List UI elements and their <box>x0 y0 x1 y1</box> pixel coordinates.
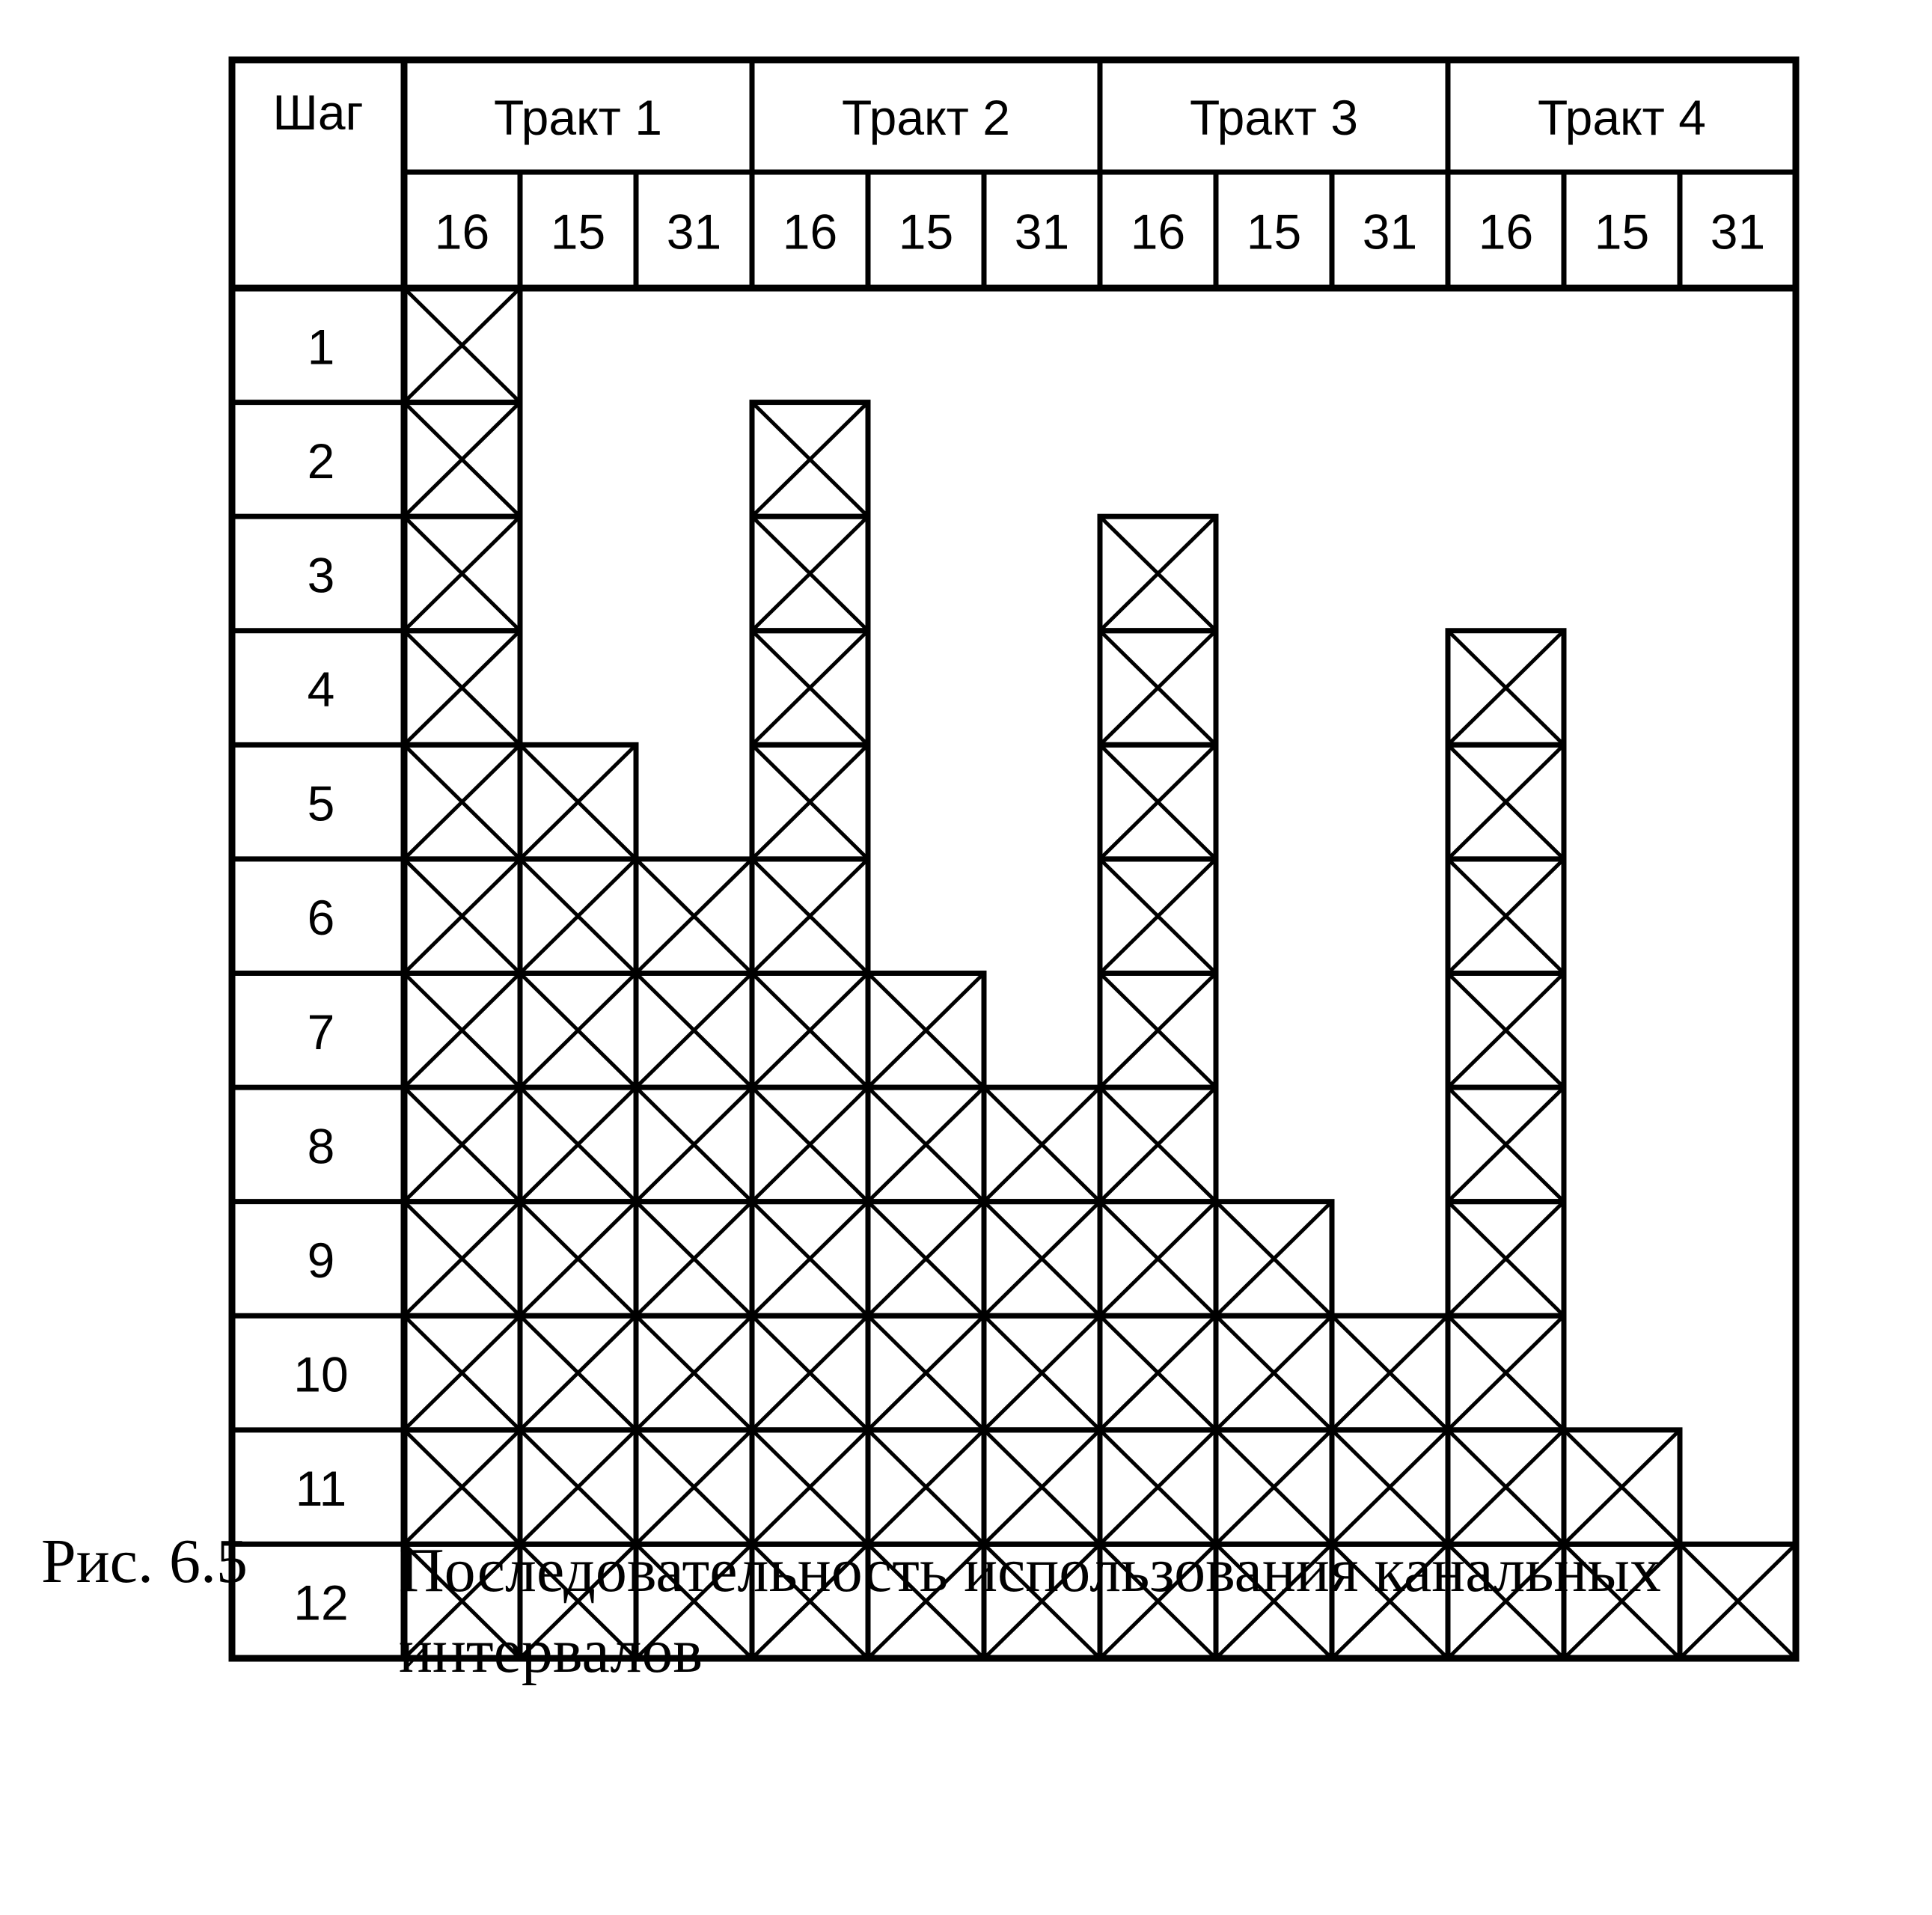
step-number: 12 <box>293 1575 349 1631</box>
used-interval-cell <box>1448 1316 1564 1430</box>
used-interval-cell <box>752 974 868 1088</box>
used-interval-cell <box>1100 1316 1216 1430</box>
step-header: Шаг <box>272 85 364 140</box>
step-number: 3 <box>307 547 335 603</box>
used-interval-cell <box>868 1430 984 1545</box>
step-number: 6 <box>307 890 335 946</box>
used-interval-cell <box>636 1430 752 1545</box>
used-interval-cell <box>1448 631 1564 745</box>
step-number: 1 <box>307 319 335 375</box>
used-interval-cell <box>520 859 636 974</box>
used-interval-cell <box>636 1087 752 1202</box>
used-interval-cell <box>404 1316 520 1430</box>
used-interval-cell <box>404 859 520 974</box>
used-interval-cell <box>752 516 868 631</box>
used-interval-cell <box>636 1202 752 1316</box>
channel-column-label: 16 <box>782 204 838 260</box>
used-interval-cell <box>868 974 984 1088</box>
used-interval-cell <box>1100 745 1216 859</box>
channel-column-label: 16 <box>434 204 490 260</box>
used-interval-cell <box>984 1316 1100 1430</box>
path-header: Тракт 3 <box>1190 90 1358 145</box>
used-interval-cell <box>1216 1202 1332 1316</box>
used-interval-cell <box>1100 859 1216 974</box>
used-interval-cell <box>1100 1202 1216 1316</box>
channel-column-label: 15 <box>1246 204 1302 260</box>
used-interval-cell <box>752 403 868 517</box>
used-interval-cell <box>636 1316 752 1430</box>
used-interval-cell <box>752 859 868 974</box>
used-interval-cell <box>404 1087 520 1202</box>
used-interval-cell <box>404 516 520 631</box>
step-number: 9 <box>307 1232 335 1288</box>
used-interval-cell <box>1100 1430 1216 1545</box>
step-number: 2 <box>307 433 335 489</box>
used-interval-cell <box>520 745 636 859</box>
channel-column-label: 31 <box>1710 204 1766 260</box>
channel-column-label: 31 <box>1014 204 1070 260</box>
used-interval-cell <box>1100 516 1216 631</box>
channel-column-label: 15 <box>898 204 954 260</box>
channel-column-label: 16 <box>1130 204 1186 260</box>
figure-number: Рис. 6.5 <box>41 1527 248 1596</box>
used-interval-cell <box>404 403 520 517</box>
used-interval-cell <box>1448 1087 1564 1202</box>
used-interval-cell <box>520 1202 636 1316</box>
used-interval-cell <box>520 1430 636 1545</box>
step-number: 10 <box>293 1346 349 1402</box>
used-interval-cell <box>404 974 520 1088</box>
used-interval-cell <box>404 288 520 403</box>
used-interval-cell <box>404 745 520 859</box>
path-header: Тракт 2 <box>842 90 1010 145</box>
used-interval-cell <box>984 1430 1100 1545</box>
path-header: Тракт 4 <box>1538 90 1706 145</box>
used-interval-cell <box>1448 1202 1564 1316</box>
used-interval-cell <box>636 974 752 1088</box>
used-interval-cell <box>1332 1316 1448 1430</box>
used-interval-cell <box>1448 974 1564 1088</box>
used-interval-cell <box>1448 745 1564 859</box>
used-interval-cell <box>1216 1430 1332 1545</box>
path-header: Тракт 1 <box>494 90 662 145</box>
used-interval-cell <box>404 1430 520 1545</box>
figure-caption: Последовательность использования канальных интервалов <box>399 1536 1661 1686</box>
used-interval-cell <box>752 1087 868 1202</box>
channel-column-label: 31 <box>666 204 722 260</box>
used-interval-cell <box>520 1316 636 1430</box>
used-interval-cell <box>1100 1087 1216 1202</box>
used-interval-cell <box>404 631 520 745</box>
channel-column-label: 31 <box>1362 204 1418 260</box>
used-interval-cell <box>984 1087 1100 1202</box>
used-interval-cell <box>752 745 868 859</box>
channel-column-label: 16 <box>1478 204 1534 260</box>
used-interval-cell <box>752 631 868 745</box>
used-interval-cell <box>520 1087 636 1202</box>
step-number: 5 <box>307 775 335 831</box>
step-number: 11 <box>295 1461 347 1517</box>
used-interval-cell <box>1100 974 1216 1088</box>
used-interval-cell <box>868 1202 984 1316</box>
used-interval-cells <box>404 288 1796 1658</box>
used-interval-cell <box>636 859 752 974</box>
used-interval-cell <box>1448 1430 1564 1545</box>
used-interval-cell <box>752 1202 868 1316</box>
used-interval-cell <box>1100 631 1216 745</box>
used-interval-cell <box>984 1202 1100 1316</box>
used-interval-cell <box>520 974 636 1088</box>
used-interval-cell <box>752 1430 868 1545</box>
used-interval-cell <box>868 1316 984 1430</box>
used-interval-cell <box>1564 1430 1680 1545</box>
channel-column-label: 15 <box>1594 204 1650 260</box>
used-interval-cell <box>868 1087 984 1202</box>
channel-column-label: 15 <box>550 204 606 260</box>
used-interval-cell <box>752 1316 868 1430</box>
used-interval-cell <box>404 1202 520 1316</box>
used-interval-cell <box>1216 1316 1332 1430</box>
step-number: 7 <box>307 1004 335 1060</box>
step-number: 4 <box>307 662 335 718</box>
used-interval-cell <box>1332 1430 1448 1545</box>
used-interval-cell <box>1448 859 1564 974</box>
step-number: 8 <box>307 1118 335 1174</box>
